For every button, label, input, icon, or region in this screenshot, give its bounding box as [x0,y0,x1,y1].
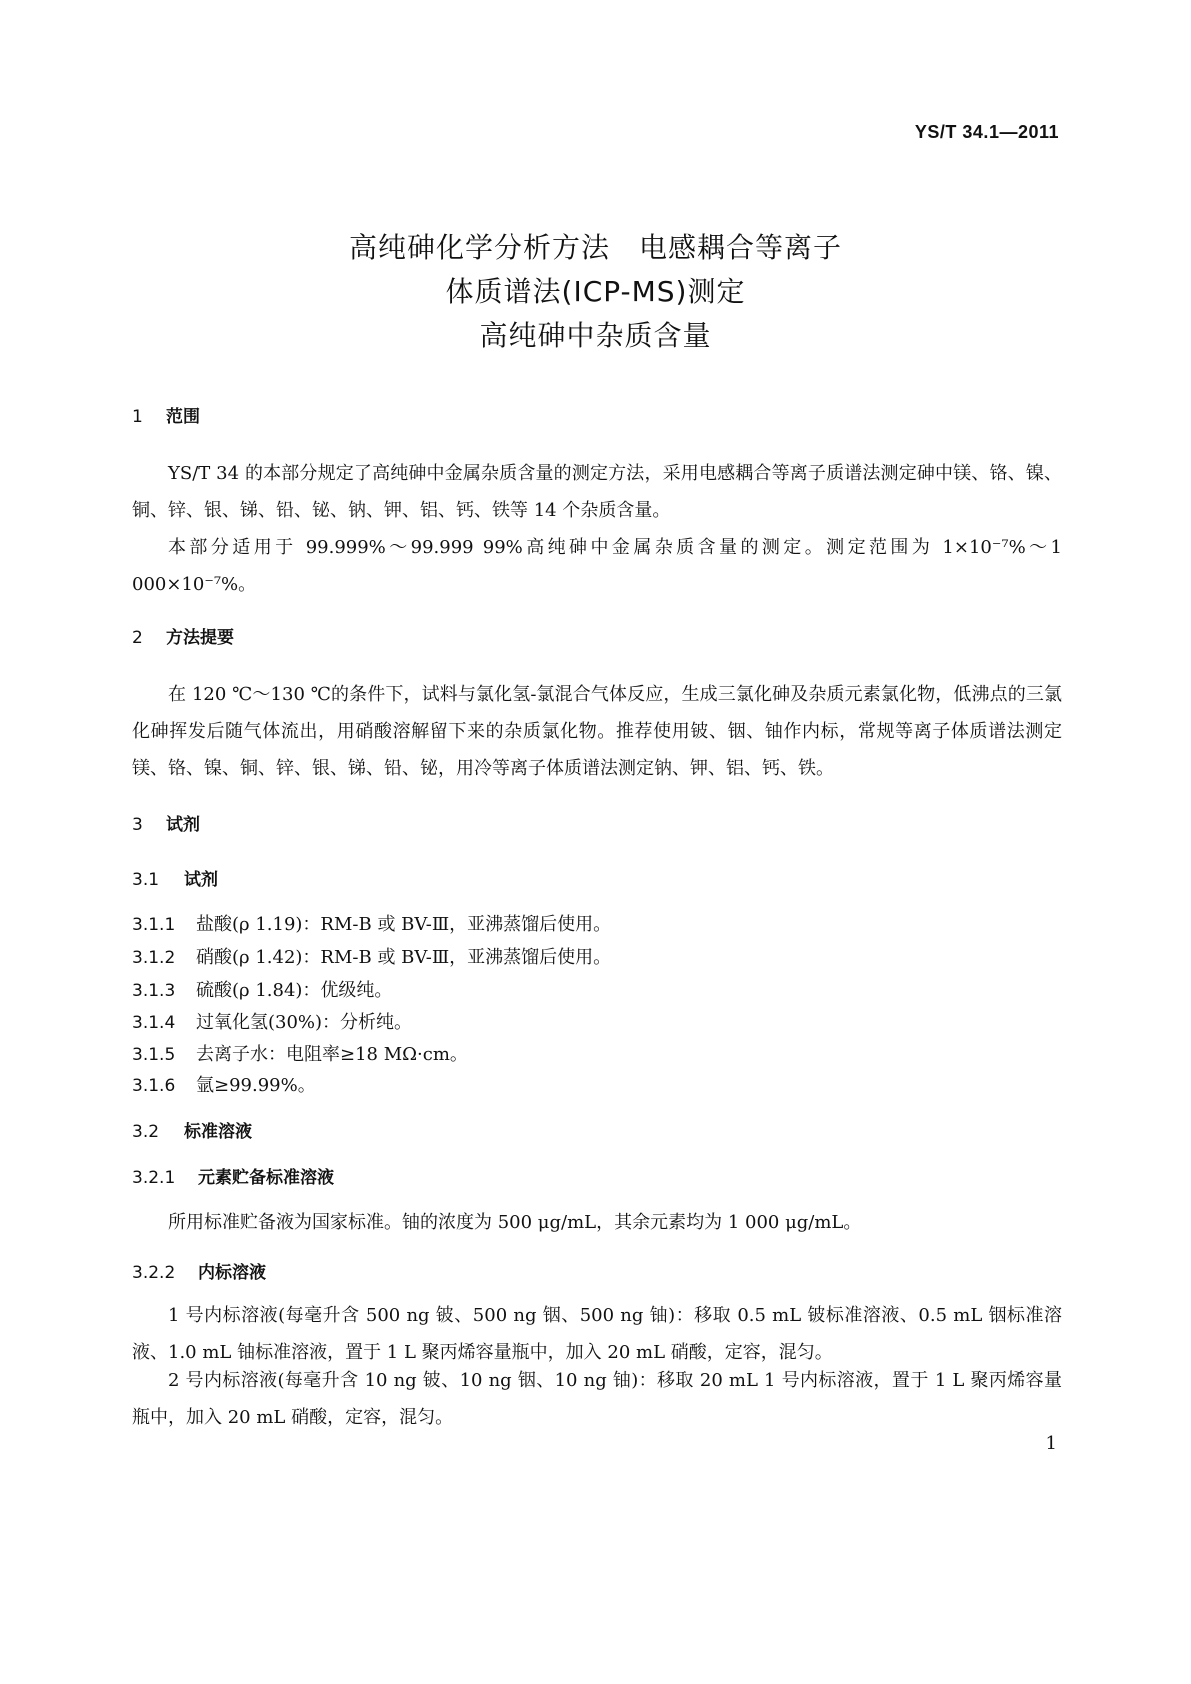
section-number: 3.2 [132,1122,160,1142]
section-title: 试剂 [184,870,218,890]
section-3-heading [132,810,200,835]
reagent-item [132,976,392,1002]
document-title-line-3: 高纯砷中杂质含量 [479,319,712,352]
section-2-heading [132,623,234,648]
item-number: 3.1.3 [132,981,176,1001]
section-3-1-heading [132,865,218,890]
section-title: 范围 [166,407,200,427]
section-number: 1 [132,407,143,427]
section-1-heading [132,402,200,427]
section-1-paragraph-2: 本部分适用于 99.999%～99.999 99%高纯砷中金属杂质含量的测定。测定范围为 1×10⁻⁷%～1 000×10⁻⁷%。 [132,537,1062,595]
item-text: 氩≥99.99%。 [196,1075,316,1096]
item-text: 盐酸(ρ 1.19)：RM-B 或 BV-Ⅲ，亚沸蒸馏后使用。 [196,914,612,935]
section-number: 3 [132,815,143,835]
section-3-2-2-heading [132,1258,266,1283]
document-title-line-2: 体质谱法(ICP-MS)测定 [445,275,746,308]
section-3-2-heading [132,1117,252,1142]
standard-code: YS/T 34.1—2011 [914,122,1059,142]
section-3-2-1-paragraph-1: 所用标准贮备液为国家标准。铀的浓度为 500 μg/mL，其余元素均为 1 000 μg/mL。 [168,1212,862,1233]
section-title: 内标溶液 [198,1263,266,1283]
item-text: 去离子水：电阻率≥18 MΩ·cm。 [196,1044,468,1065]
section-title: 试剂 [166,815,200,835]
section-title: 元素贮备标准溶液 [198,1168,334,1188]
section-3-2-2-paragraph-2: 2 号内标溶液(每毫升含 10 ng 铍、10 ng 铟、10 ng 铀)：移取 20 mL 1 号内标溶液，置于 1 L 聚丙烯容量瓶中，加入 20 mL 硝酸，定容，混匀。 [132,1370,1062,1428]
section-title: 方法提要 [166,628,234,648]
section-title: 标准溶液 [184,1122,252,1142]
section-number: 3.2.2 [132,1263,176,1283]
section-3-2-2-paragraph-1: 1 号内标溶液(每毫升含 500 ng 铍、500 ng 铟、500 ng 铀)：移取 0.5 mL 铍标准溶液、0.5 mL 铟标准溶液、1.0 mL 铀标准溶液，置于 1 L 聚丙烯容量瓶中，加入 20 mL 硝酸，定容，混匀。 [132,1305,1062,1363]
section-number: 2 [132,628,143,648]
item-number: 3.1.1 [132,915,176,935]
reagent-item [132,1071,316,1097]
section-1-paragraph-1: YS/T 34 的本部分规定了高纯砷中金属杂质含量的测定方法，采用电感耦合等离子质谱法测定砷中镁、铬、镍、铜、锌、银、锑、铅、铋、钠、钾、铝、钙、铁等 14 个杂质含量。 [132,463,1062,521]
reagent-item [132,1040,468,1066]
item-number: 3.1.6 [132,1076,176,1096]
item-number: 3.1.2 [132,948,176,968]
reagent-item [132,910,611,936]
reagent-item [132,943,611,969]
section-number: 3.1 [132,870,160,890]
item-text: 硫酸(ρ 1.84)：优级纯。 [196,980,393,1001]
item-number: 3.1.4 [132,1013,176,1033]
section-2-paragraph-1: 在 120 ℃～130 ℃的条件下，试料与氯化氢-氯混合气体反应，生成三氯化砷及杂质元素氯化物，低沸点的三氯化砷挥发后随气体流出，用硝酸溶解留下来的杂质氯化物。推荐使用铍、铟、铀作内标，常规等离子体质谱法测定镁、铬、镍、铜、锌、银、锑、铅、铋，用冷等离子体质谱法测定钠、钾、铝、钙、铁。 [132,684,1062,779]
item-text: 硝酸(ρ 1.42)：RM-B 或 BV-Ⅲ，亚沸蒸馏后使用。 [196,947,612,968]
item-number: 3.1.5 [132,1045,176,1065]
document-title-line-1: 高纯砷化学分析方法 电感耦合等离子 [348,231,842,264]
section-3-2-1-heading [132,1163,334,1188]
page-number: 1 [1045,1433,1057,1454]
item-text: 过氧化氢(30%)：分析纯。 [196,1012,413,1033]
section-number: 3.2.1 [132,1168,176,1188]
reagent-item [132,1008,412,1034]
